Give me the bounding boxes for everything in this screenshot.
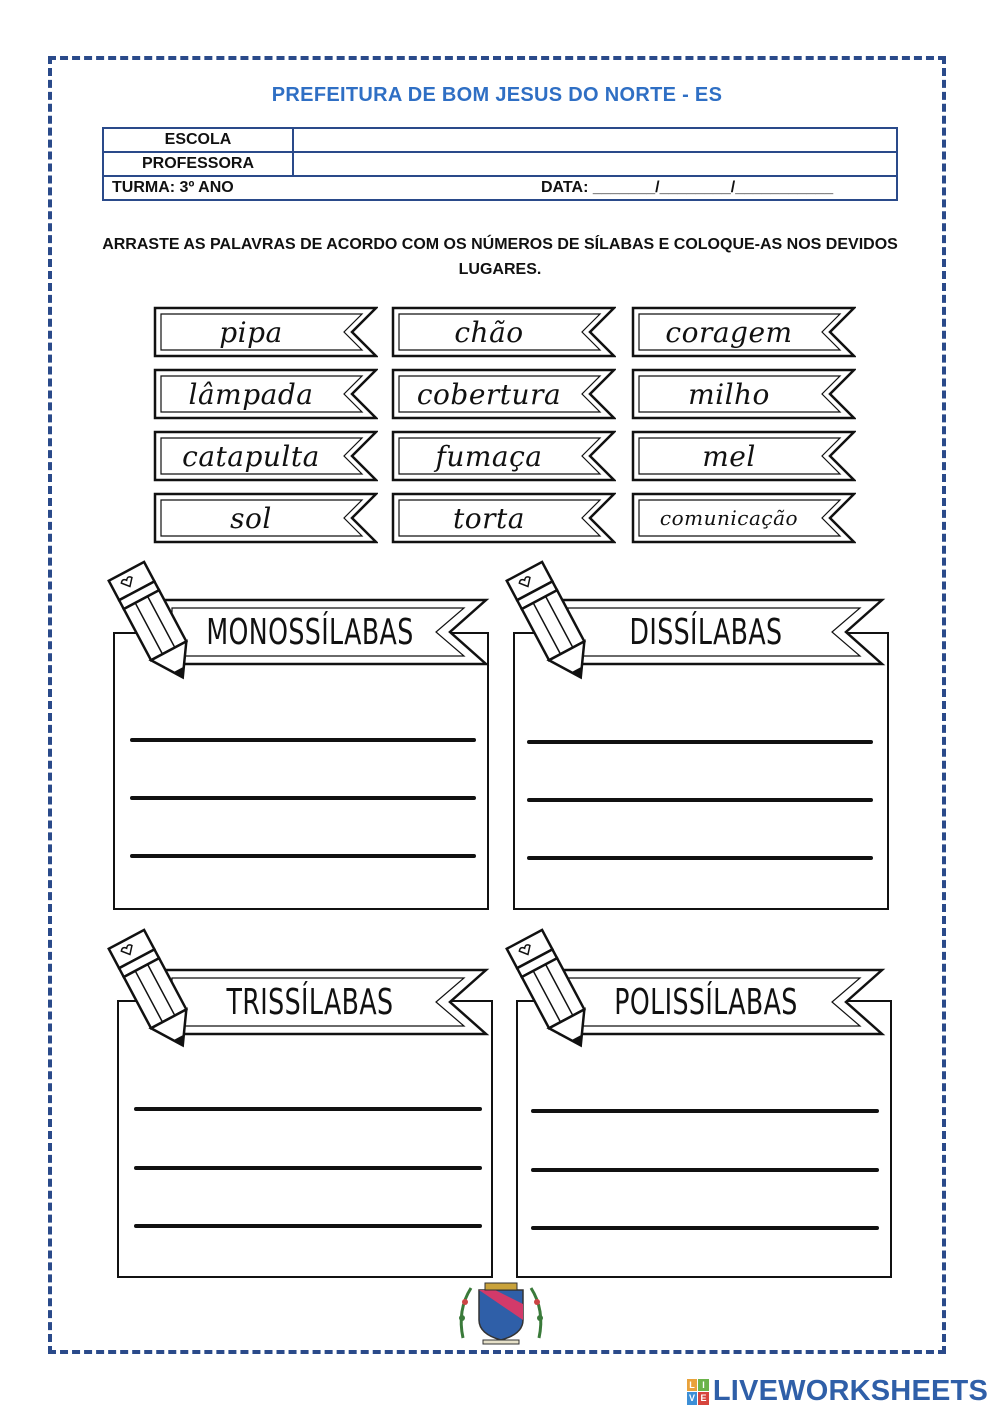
word-card[interactable] [152, 429, 378, 483]
word-label: fumaça [435, 439, 543, 473]
category-title: DISSÍLABAS [629, 611, 783, 653]
answer-line [531, 1109, 879, 1113]
instructions: ARRASTE AS PALAVRAS DE ACORDO COM OS NÚMEROS DE SÍLABAS E COLOQUE-AS NOS DEVIDOS LUGARES. [102, 236, 898, 278]
answer-line [134, 1166, 482, 1170]
student-info-table [102, 127, 898, 201]
escola-label: ESCOLA [103, 128, 293, 152]
pencil-icon [100, 924, 210, 1059]
answer-line [134, 1224, 482, 1228]
word-label: comunicação [659, 506, 799, 530]
answer-line [527, 856, 873, 860]
liveworksheets-logo-icon: L I V E [687, 1379, 709, 1405]
liveworksheets-brand [687, 1375, 988, 1408]
word-label: milho [688, 377, 770, 411]
word-card[interactable] [390, 429, 616, 483]
answer-line [134, 1107, 482, 1111]
pencil-icon [498, 924, 608, 1059]
category-title: MONOSSÍLABAS [206, 611, 414, 653]
word-label: lâmpada [188, 377, 314, 411]
turma-data-row [103, 176, 897, 200]
pencil-icon [100, 556, 210, 691]
word-card[interactable] [630, 429, 856, 483]
word-card[interactable] [152, 367, 378, 421]
word-card[interactable] [152, 305, 378, 359]
word-label: coragem [665, 315, 793, 349]
page-title: PREFEITURA DE BOM JESUS DO NORTE - ES [271, 84, 723, 106]
word-label: torta [453, 501, 525, 535]
professora-field[interactable] [293, 152, 897, 176]
word-label: chão [454, 315, 524, 349]
category-title: TRISSÍLABAS [226, 981, 394, 1023]
answer-line [130, 738, 476, 742]
word-label: catapulta [182, 439, 320, 473]
municipal-seal-icon [455, 1280, 547, 1346]
answer-line [531, 1168, 879, 1172]
answer-line [531, 1226, 879, 1230]
escola-field[interactable] [293, 128, 897, 152]
brand-text: LIVEWORKSHEETS [712, 1375, 988, 1407]
answer-line [527, 798, 873, 802]
word-card[interactable] [630, 367, 856, 421]
turma-label: TURMA: 3º ANO [112, 179, 234, 196]
word-label: mel [702, 439, 756, 473]
word-card[interactable] [630, 305, 856, 359]
word-label: cobertura [416, 377, 562, 411]
word-card[interactable] [152, 491, 378, 545]
word-card[interactable] [390, 305, 616, 359]
answer-line [130, 796, 476, 800]
word-label: pipa [219, 315, 283, 349]
word-card[interactable] [390, 491, 616, 545]
category-title: POLISSÍLABAS [614, 981, 798, 1023]
word-label: sol [230, 501, 272, 535]
professora-label: PROFESSORA [103, 152, 293, 176]
pencil-icon [498, 556, 608, 691]
data-label: DATA: _______/________/___________ [541, 179, 834, 196]
word-bank [152, 305, 862, 547]
answer-line [527, 740, 873, 744]
word-card[interactable] [390, 367, 616, 421]
word-card[interactable] [630, 491, 856, 545]
answer-line [130, 854, 476, 858]
